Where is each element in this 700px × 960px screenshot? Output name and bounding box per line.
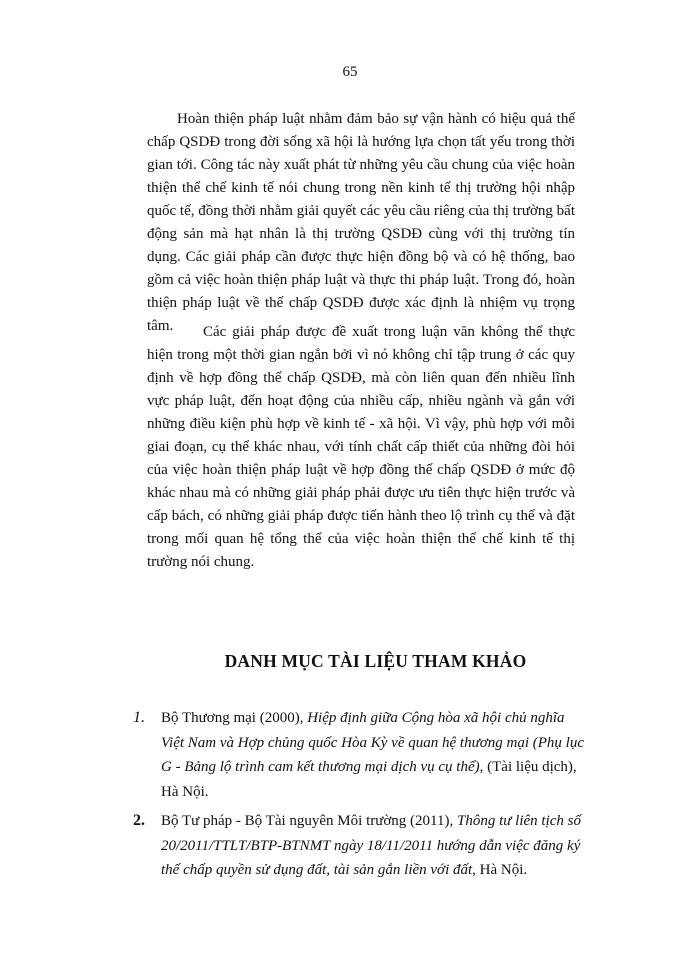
references-heading: DANH MỤC TÀI LIỆU THAM KHẢO (224, 651, 527, 671)
reference-tail: , Hà Nội. (472, 862, 528, 878)
reference-title: Thông tư liên tịch số 20/2011/TTLT/BTP-BTNMT ngày 18/11/2011 hướng dẫn việc đăng ký thế chấp quyền sử dụng đất, tài sản gắn liền với đất (161, 813, 581, 878)
body-paragraph-2: Các giải pháp được đề xuất trong luận văn không thể thực hiện trong một thời gian ngắn bởi vì nó không chỉ tập trung ở các quy định về hợp đồng thế chấp QSDĐ, mà còn liên quan đến nhiều lĩnh vực pháp luật, đến hoạt động của nhiều cấp, nhiều ngành và gắn với những điều kiện phù hợp về kinh tế - xã hội. Vì vậy, phù hợp với mỗi giai đoạn, cụ thể khác nhau, với tính chất cấp thiết của những đòi hỏi của việc hoàn thiện pháp luật về hợp đồng thế chấp QSDĐ ở mức độ khác nhau mà có những giải pháp phải được ưu tiên thực hiện trước và cấp bách, có những giải pháp được tiến hành theo lộ trình cụ thể và đặt trong mối quan hệ tổng thể của việc hoàn thiện thể chế kinh tế thị trường nói chung. (147, 324, 575, 570)
reference-item-2 (133, 809, 590, 883)
references-list (133, 706, 590, 888)
reference-number: 2. (133, 812, 145, 829)
reference-item-1 (133, 706, 590, 804)
reference-author: Bộ Thương mại (2000), (161, 710, 308, 726)
reference-title: Hiệp định giữa Cộng hòa xã hội chủ nghĩa Việt Nam và Hợp chủng quốc Hòa Kỳ về quan hệ thương mại (Phụ lục G - Bảng lộ trình cam kết thương mại dịch vụ cụ thể) (161, 710, 584, 775)
reference-text (161, 710, 584, 800)
reference-number: 1. (133, 709, 145, 726)
reference-text (161, 813, 581, 878)
body-paragraph-1: Hoàn thiện pháp luật nhằm đảm bảo sự vận hành có hiệu quả thế chấp QSDĐ trong đời sống xã hội là hướng lựa chọn tất yếu trong thời gian tới. Công tác này xuất phát từ những yêu cầu chung của việc hoàn thiện thể chế kinh tế nói chung trong nền kinh tế thị trường hội nhập quốc tế, đồng thời nhằm giải quyết các yêu cầu riêng của thị trường bất động sản mà hạt nhân là thị trường QSDĐ cùng với thị trường tín dụng. Các giải pháp cần được thực hiện đồng bộ và có hệ thống, bao gồm cả việc hoàn thiện pháp luật và thực thi pháp luật. Trong đó, hoàn thiện pháp luật về thế chấp QSDĐ được xác định là nhiệm vụ trọng tâm. (147, 111, 575, 334)
page-number: 65 (342, 64, 358, 80)
reference-tail: , (Tài liệu dịch), Hà Nội. (161, 759, 577, 800)
reference-author: Bộ Tư pháp - Bộ Tài nguyên Môi trường (2011), (161, 813, 457, 829)
